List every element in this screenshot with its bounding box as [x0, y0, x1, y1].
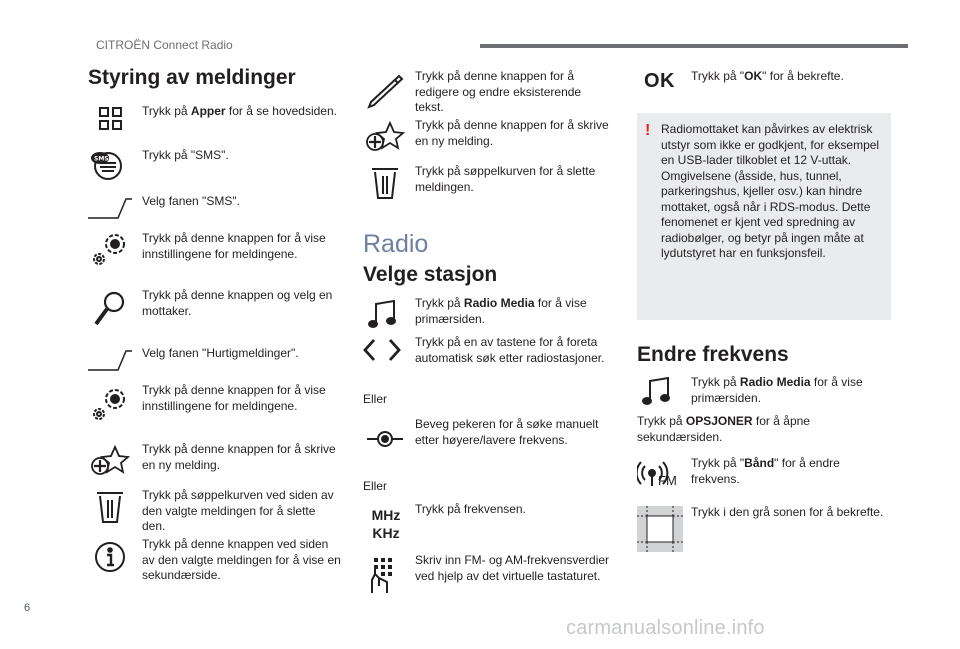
warning-icon: !: [645, 122, 651, 139]
add-favorite-icon: [88, 442, 132, 480]
tab-icon: [88, 346, 132, 384]
settings-gears-icon: [88, 229, 132, 267]
info-icon: [88, 538, 132, 576]
seek-arrows-icon: [360, 332, 404, 370]
trash-icon: [88, 488, 132, 526]
tab-icon: [88, 194, 132, 232]
mhz-label: MHz: [371, 507, 401, 523]
item-new-message2-text: Trykk på denne knappen for å skrive en ny melding.: [415, 118, 609, 148]
ok-button-icon: OK: [644, 70, 675, 92]
settings-gears-icon: [88, 384, 132, 422]
svg-text:SMS: SMS: [94, 155, 109, 163]
item-keypad-text: Skriv inn FM- og AM-frekvensverdier ved hjelp av det virtuelle tastaturet.: [415, 553, 610, 583]
trash-icon: [363, 164, 407, 202]
frequency-slider-icon: [363, 420, 407, 458]
item-new-message-text: Trykk på denne knappen for å skrive en ny melding.: [142, 442, 336, 472]
item-tab-sms-text: Velg fanen "SMS".: [142, 194, 240, 208]
header-brand: CITROËN Connect Radio: [96, 38, 233, 52]
item-apps-text: Trykk på Apper for å se hovedsiden.: [142, 104, 337, 118]
heading-styring: Styring av meldinger: [88, 66, 296, 89]
item-search-text: Trykk på denne knappen og velg en mottaker.: [142, 288, 333, 318]
section-title-radio: Radio: [363, 230, 429, 258]
item-delete2-text: Trykk på søppelkurven for å slette meldingen.: [415, 164, 596, 194]
add-favorite-icon: [363, 118, 407, 156]
or-label: Eller: [363, 392, 388, 406]
or-label: Eller: [363, 479, 388, 493]
footer-watermark: carmanualsonline.info: [566, 617, 765, 639]
item-grey-zone-text: Trykk i den grå sonen for å bekrefte.: [691, 505, 884, 519]
heading-endre-frekvens: Endre frekvens: [637, 343, 789, 366]
item-freq-text: Trykk på frekvensen.: [415, 502, 526, 516]
item-ok-text: Trykk på "OK" for å bekrefte.: [691, 69, 844, 83]
item-tab-quick-text: Velg fanen "Hurtigmeldinger".: [142, 346, 299, 360]
item-slider-text: Beveg pekeren for å søke manuelt etter høyere/lavere frekvens.: [415, 417, 599, 447]
item-edit-text: Trykk på denne knappen for å redigere og endre eksisterende tekst.: [415, 69, 582, 114]
keypad-icon: [363, 556, 407, 594]
item-radio-media2-text: Trykk på Radio Media for å vise primærsiden.: [691, 375, 863, 405]
item-settings-text: Trykk på denne knappen for å vise innstillingene for meldingene.: [142, 231, 326, 261]
page-number: 6: [24, 602, 31, 614]
item-options-text: Trykk på OPSJONER for å åpne sekundærsiden.: [637, 414, 810, 444]
khz-label: KHz: [372, 525, 400, 541]
item-radio-media-text: Trykk på Radio Media for å vise primærsiden.: [415, 296, 587, 326]
item-delete-text: Trykk på søppelkurven ved siden av den valgte meldingen for å slette den.: [142, 488, 334, 533]
grey-zone-icon: [637, 506, 683, 552]
music-note-icon: [363, 296, 407, 334]
header-bar: [480, 44, 908, 48]
note-text: Radiomottaket kan påvirkes av elektrisk utstyr som ikke er godkjent, for eksempel en USB-lader tilkoblet et 12 V-uttak. Omgivelsene (åsside, hus, tunnel, parkeringshus, kjeller osv.) kan hindre mottaket, også når i RDS-modus. Dette fenomenet er kjent ved spredning av radiobølger, og betyr på ingen måte at lydutstyret har en funksjonsfeil.: [661, 122, 880, 260]
fm-label: FM: [658, 473, 677, 488]
item-band-text: Trykk på "Bånd" for å endre frekvens.: [691, 456, 840, 486]
item-seek-text: Trykk på en av tastene for å foreta automatisk søk etter radiostasjoner.: [415, 335, 605, 365]
item-info-text: Trykk på denne knappen ved siden av den valgte meldingen for å vise en sekundærside.: [142, 537, 341, 582]
pencil-icon: [363, 72, 407, 110]
music-note-icon: [637, 373, 681, 411]
mhz-khz-icon: [370, 506, 402, 542]
heading-velge-stasjon: Velge stasjon: [363, 263, 498, 286]
search-icon: [88, 290, 132, 328]
sms-icon: [88, 146, 132, 184]
item-settings2-text: Trykk på denne knappen for å vise innstillingene for meldingene.: [142, 383, 326, 413]
apps-grid-icon: [88, 102, 132, 140]
item-sms-text: Trykk på "SMS".: [142, 148, 229, 162]
